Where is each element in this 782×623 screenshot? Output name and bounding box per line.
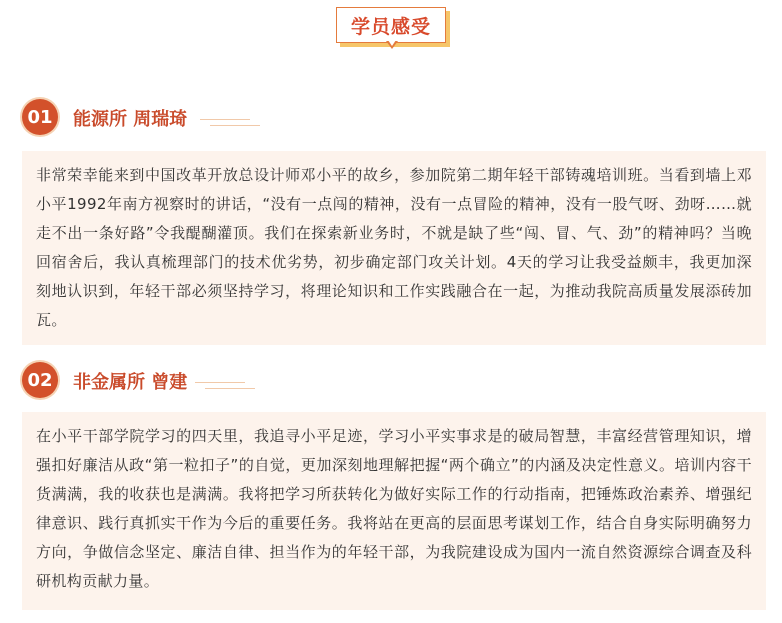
testimonial-panel-2: [22, 412, 766, 610]
testimonial-text: 在小平干部学院学习的四天里，我追寻小平足迹，学习小平实事求是的破局智慧，丰富经营管理知识，增强扣好廉洁从政“第一粒扣子”的自觉，更加深刻地理解把握“两个确立”的内涵及决定性意义。培训内容干货满满，我的收获也是满满。我将把学习所获转化为做好实际工作的行动指南，把锤炼政治素养、增强纪律意识、践行真抓实干作为今后的重要任务。我将站在更高的层面思考谋划工作，结合自身实际明确努力方向，争做信念坚定、廉洁自律、担当作为的年轻干部，为我院建设成为国内一流自然资源综合调查及科研机构贡献力量。: [36, 427, 752, 590]
number-badge-label: 01: [22, 99, 58, 135]
decorative-lines: [195, 378, 255, 394]
section-header-badge: [336, 7, 452, 49]
number-badge-label: 02: [22, 362, 58, 398]
page-title: 学员感受: [350, 15, 431, 38]
decorative-lines: [200, 115, 260, 131]
header-box: [336, 7, 446, 43]
testimonial-panel-1: [22, 151, 766, 345]
section-title: 非金属所 曾建: [73, 372, 188, 393]
testimonial-text: 非常荣幸能来到中国改革开放总设计师邓小平的故乡，参加院第二期年轻干部铸魂培训班。当看到墙上邓小平1992年南方视察时的讲话，“没有一点闯的精神，没有一点冒险的精神，没有一股气呀、劲呀……就走不出一条好路”令我醍醐灌顶。我们在探索新业务时，不就是缺了些“闯、冒、气、劲”的精神吗？当晚回宿舍后，我认真梳理部门的技术优劣势，初步确定部门攻关计划。4天的学习让我受益颇丰，我更加深刻地认识到，年轻干部必须坚持学习，将理论知识和工作实践融合在一起，为推动我院高质量发展添砖加瓦。: [36, 166, 752, 329]
number-badge: [20, 360, 62, 402]
header-pointer-inner: [388, 40, 396, 46]
section-title: 能源所 周瑞琦: [73, 109, 188, 130]
number-badge: [20, 97, 62, 139]
section-heading-2: [20, 360, 300, 400]
section-heading-1: [20, 97, 300, 137]
